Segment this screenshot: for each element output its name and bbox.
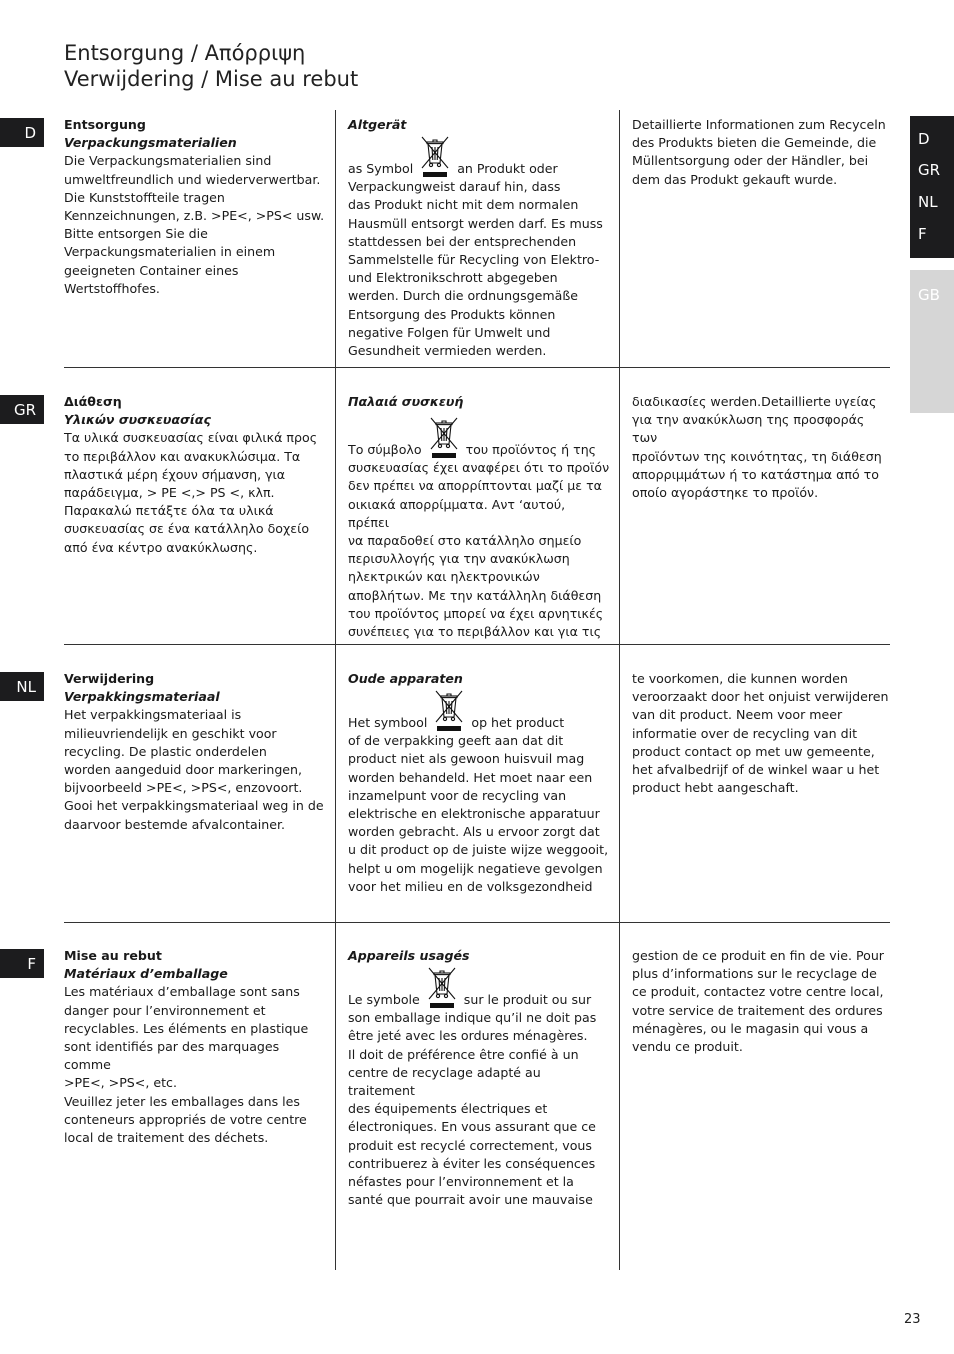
text-line: product niet als gewoon huisvuil mag: [348, 751, 585, 767]
text-line: umweltfreundlich und wiederverwertbar.: [64, 171, 321, 187]
symbol-text-after: sur le produit ou sur: [463, 992, 592, 1007]
symbol-text-after: op het product: [471, 715, 565, 730]
symbol-line: [348, 134, 610, 178]
text-line: Verpackungsmaterialien in einem: [64, 244, 276, 260]
old-appliance-column: [348, 116, 610, 360]
text-line: produit est recyclé correctement, vous: [348, 1137, 592, 1153]
section-marker-nl: NL: [0, 672, 44, 701]
section-heading: Mise au rebut: [64, 948, 162, 963]
text-line: οικιακά απορρίμματα. Αντ ‘αυτού, πρέπει: [348, 496, 566, 530]
section-heading: Verwijdering: [64, 671, 155, 686]
section-heading: Altgerät: [348, 117, 407, 132]
section-subheading: Υλικών συσκευασίας: [64, 412, 211, 428]
section-marker-f: F: [0, 949, 44, 978]
further-info-column: [632, 670, 890, 797]
section-subheading: Verpackungsmaterialien: [64, 135, 237, 151]
side-tab-d: D: [918, 130, 930, 148]
text-line: περισυλλογής για την ανακύκλωση: [348, 551, 570, 567]
text-line: vendu ce produit.: [632, 1039, 743, 1055]
text-line: Veuillez jeter les emballages dans les: [64, 1093, 300, 1109]
text-line: contribuerez à éviter les conséquences: [348, 1155, 596, 1171]
text-line: worden behandeld. Het moet naar een: [348, 769, 593, 785]
text-line: Hausmüll entsorgt werden darf. Es muss: [348, 215, 603, 231]
text-line: des Produkts bieten die Gemeinde, die: [632, 135, 877, 151]
text-line: gestion de ce produit en fin de vie. Pour: [632, 948, 884, 963]
text-line: dem das Produkt gekauft wurde.: [632, 171, 838, 187]
text-line: του προϊόντος μπορεί να έχει αρνητικές: [348, 605, 604, 621]
text-line: διαδικασίες werden.Detaillierte υγείας: [632, 394, 877, 409]
text-line: ce produit, contactez votre centre local,: [632, 984, 884, 1000]
symbol-text-after: an Produkt oder: [457, 161, 558, 176]
text-line: elektrische en elektronische apparatuur: [348, 806, 600, 822]
text-line: Entsorgung des Produkts können: [348, 306, 556, 322]
text-line: of de verpakking geeft aan dat dit: [348, 733, 564, 749]
side-tab-nl: NL: [918, 193, 938, 211]
side-tab-gr: GR: [918, 161, 941, 179]
text-line: Die Kunststoffteile tragen: [64, 189, 225, 205]
text-line: Die Verpackungsmaterialien sind: [64, 153, 272, 169]
side-tab-f: F: [918, 225, 927, 243]
text-line: santé que pourrait avoir une mauvaise: [348, 1192, 593, 1208]
page-title-line2: Verwijdering / Mise au rebut: [64, 67, 359, 91]
symbol-text-before: Το σύμβολο: [348, 442, 422, 457]
text-line: Müllentsorgung oder der Händler, bei: [632, 153, 869, 169]
crossed-bin-icon: [418, 134, 452, 178]
text-line: daarvoor bestemde afvalcontainer.: [64, 816, 285, 832]
text-line: απορριμμάτων ή το κατάστημα από το: [632, 466, 879, 482]
section-subheading: Verpakkingsmateriaal: [64, 689, 220, 705]
section-divider: [64, 922, 890, 923]
packaging-column: [64, 393, 330, 557]
text-line: stattdessen bei der entsprechenden: [348, 233, 577, 249]
text-line: ηλεκτρικών και ηλεκτρονικών: [348, 569, 540, 585]
text-line: werden. Durch die ordnungsgemäße: [348, 288, 579, 304]
text-line: από ένα κέντρο ανακύκλωσης.: [64, 539, 258, 555]
text-line: u dit product op de juiste wijze weggooit,: [348, 842, 609, 858]
text-line: das Produkt nicht mit dem normalen: [348, 197, 579, 213]
text-line: negative Folgen für Umwelt und: [348, 324, 551, 340]
further-info-column: [632, 393, 890, 502]
symbol-line: [348, 688, 610, 732]
packaging-column: [64, 947, 330, 1147]
text-line: inzamelpunt voor de recycling van: [348, 787, 567, 803]
text-line: centre de recyclage adapté au traitement: [348, 1064, 541, 1099]
page-title-line1: Entsorgung / Απόρριψη: [64, 41, 306, 65]
symbol-text-before: as Symbol: [348, 161, 414, 176]
old-appliance-column: [348, 670, 610, 896]
text-line: être jeté avec les ordures ménagères.: [348, 1028, 588, 1044]
text-line: local de traitement des déchets.: [64, 1130, 269, 1146]
text-line: geeigneten Container eines: [64, 262, 239, 278]
text-line: Gesundheit vermieden werden.: [348, 343, 547, 359]
text-line: Il doit de préférence être confié à un: [348, 1046, 579, 1062]
section-heading: Παλαιά συσκευή: [348, 394, 464, 409]
old-appliance-column: [348, 947, 610, 1209]
symbol-text-before: Le symbole: [348, 992, 420, 1007]
section-divider: [64, 367, 890, 368]
packaging-column: [64, 670, 330, 834]
text-line: συσκευασίας σε ένα κατάλληλο δοχείο: [64, 521, 310, 537]
packaging-column: [64, 116, 330, 298]
section-heading: Oude apparaten: [348, 671, 463, 686]
crossed-bin-icon: [427, 415, 461, 459]
text-line: product hebt aangeschaft.: [632, 780, 799, 796]
side-tab-gb: GB: [918, 286, 940, 304]
column-divider: [335, 110, 336, 1270]
crossed-bin-icon: [432, 688, 466, 732]
text-line: sont identifiés par des marquages comme: [64, 1039, 280, 1073]
further-info-column: [632, 947, 890, 1056]
section-heading: Appareils usagés: [348, 948, 470, 963]
old-appliance-column: [348, 393, 610, 641]
text-line: αποβλήτων. Με την κατάλληλη διάθεση: [348, 587, 602, 603]
text-line: >PE<, >PS<, etc.: [64, 1075, 177, 1091]
text-line: Verpackungweist darauf hin, dass: [348, 179, 561, 195]
text-line: ménagères, ou le magasin qui vous a: [632, 1020, 869, 1036]
section-marker-d: D: [0, 118, 44, 147]
text-line: να παραδοθεί στο κατάλληλο σημείο: [348, 533, 582, 549]
further-info-column: [632, 116, 890, 189]
text-line: product contact op met uw gemeente,: [632, 743, 875, 759]
text-line: Wertstoffhofes.: [64, 280, 160, 296]
page-title: [64, 40, 358, 92]
text-line: votre service de traitement des ordures: [632, 1002, 883, 1018]
text-line: plus d’informations sur le recyclage de: [632, 966, 877, 982]
symbol-line: [348, 415, 610, 459]
text-line: Kennzeichnungen, z.B. >PE<, >PS< usw.: [64, 208, 325, 224]
text-line: Detaillierte Informationen zum Recyceln: [632, 117, 886, 132]
text-line: voor het milieu en de volksgezondheid: [348, 878, 593, 894]
text-line: συνέπειες για το περιβάλλον και για τις: [348, 624, 602, 640]
text-line: Παρακαλώ πετάξτε όλα τα υλικά: [64, 503, 274, 519]
text-line: des équipements électriques et: [348, 1101, 548, 1117]
crossed-bin-icon: [425, 965, 459, 1009]
text-line: οποίο αγοράστηκε το προϊόν.: [632, 485, 819, 501]
column-divider: [619, 110, 620, 1270]
text-line: Bitte entsorgen Sie die: [64, 226, 208, 242]
text-line: Het verpakkingsmateriaal is: [64, 707, 242, 723]
text-line: πλαστικά μέρη έχουν σήμανση, για: [64, 466, 286, 482]
text-line: worden aangeduid door markeringen,: [64, 762, 303, 778]
text-line: Gooi het verpakkingsmateriaal weg in de: [64, 798, 324, 814]
text-line: conteneurs appropriés de votre centre: [64, 1111, 307, 1127]
section-marker-gr: GR: [0, 395, 44, 424]
text-line: Τα υλικά συσκευασίας είναι φιλικά προς: [64, 430, 318, 446]
text-line: προϊόντων της κοινότητας, τη διάθεση: [632, 448, 882, 464]
text-line: Sammelstelle für Recycling von Elektro-: [348, 252, 600, 268]
text-line: παράδειγμα, > PE <,> PS <, κλπ.: [64, 485, 275, 501]
language-index-active: [910, 116, 954, 258]
text-line: το περιβάλλον και ανακυκλώσιμα. Τα: [64, 448, 301, 464]
text-line: te voorkomen, die kunnen worden: [632, 671, 848, 686]
text-line: worden gebracht. Als u ervoor zorgt dat: [348, 824, 600, 840]
text-line: und Elektronikschrott abgegeben: [348, 270, 558, 286]
section-heading: Διάθεση: [64, 394, 122, 409]
section-divider: [64, 644, 890, 645]
section-subheading: Matériaux d’emballage: [64, 966, 228, 982]
text-line: helpt u om mogelijk negatieve gevolgen: [348, 860, 603, 876]
symbol-text-after: του προϊόντος ή της: [465, 442, 597, 457]
text-line: δεν πρέπει να απορρίπτονται μαζί με τα: [348, 478, 602, 494]
symbol-line: [348, 965, 610, 1009]
text-line: συσκευασίας έχει αναφέρει ότι το προϊόν: [348, 460, 610, 476]
text-line: informatie over de recycling van dit: [632, 725, 858, 741]
section-heading: Entsorgung: [64, 117, 146, 132]
text-line: bijvoorbeeld >PE<, >PS<, enzovoort.: [64, 780, 303, 796]
symbol-text-before: Het symbool: [348, 715, 428, 730]
text-line: recycling. De plastic onderdelen: [64, 743, 267, 759]
text-line: het afvalbedrijf of de winkel waar u het: [632, 762, 880, 778]
page-number: 23: [904, 1312, 921, 1327]
text-line: milieuvriendelijk en geschikt voor: [64, 725, 277, 741]
text-line: néfastes pour l’environnement et la: [348, 1174, 574, 1190]
text-line: recyclables. Les éléments en plastique: [64, 1020, 309, 1036]
text-line: son emballage indique qu’il ne doit pas: [348, 1010, 597, 1026]
text-line: électroniques. En vous assurant que ce: [348, 1119, 596, 1135]
text-line: danger pour l’environnement et: [64, 1002, 266, 1018]
text-line: van dit product. Neem voor meer: [632, 707, 843, 723]
text-line: Les matériaux d’emballage sont sans: [64, 984, 300, 1000]
text-line: veroorzaakt door het onjuist verwijderen: [632, 689, 889, 705]
text-line: για την ανακύκλωση της προσφοράς των: [632, 412, 865, 446]
